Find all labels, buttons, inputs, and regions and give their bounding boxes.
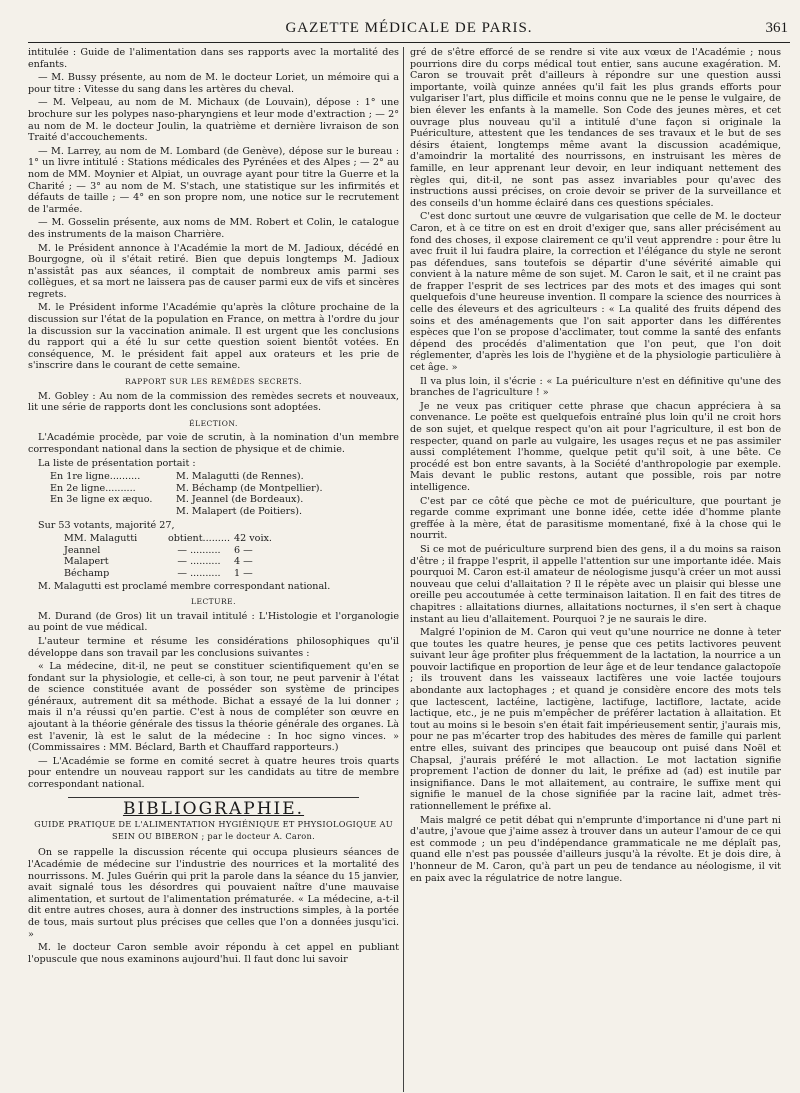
right-column	[403, 47, 781, 1092]
journal-title: GAZETTE MÉDICALE DE PARIS.	[285, 20, 533, 36]
paragraph: M. Malagutti est proclamé membre correspondant national.	[38, 580, 331, 592]
vote-count: 6 —	[234, 544, 253, 556]
list-item	[50, 506, 399, 518]
paragraph: M. le docteur Caron semble avoir répondu à cet appel en publiant l'opuscule que nous examinons aujourd'hui. Il faut donc lui savoir	[28, 942, 399, 965]
vote-name: Malapert	[64, 556, 109, 568]
vote-name: Béchamp	[64, 567, 110, 579]
paragraph: C'est par ce côté que pèche ce mot de puériculture, que pourtant je regarde comme exprimant une bonne idée, cette idée d'homme plante greffée à la mère, état de parasitisme momentané, fixé à la chose qui le nourrit.	[410, 495, 781, 542]
paragraph: M. le Président annonce à l'Académie la mort de M. Jadioux, décédé en Bourgogne, où il s'était retiré. Bien que depuis longtemps M. Jadioux n'assistât pas aux séances, il comptait de nombreux amis parmi ses collègues, et sa mort ne laissera pas de causer parmi eux de vifs et sincères regrets.	[28, 242, 399, 300]
paragraph: Sur 53 votants, majorité 27,	[38, 519, 175, 531]
list-item	[50, 471, 399, 483]
vote-row	[64, 568, 399, 580]
list-candidate: M. Jeannel (de Bordeaux).	[176, 494, 304, 506]
vote-name: Jeannel	[64, 544, 101, 556]
vote-name: MM. Malagutti	[64, 533, 138, 545]
list-candidate: M. Malagutti (de Rennes).	[176, 471, 304, 483]
paragraph: M. Durand (de Gros) lit un travail intitulé : L'Histologie et l'organologie au point de vue médical.	[28, 610, 399, 634]
section-heading: RAPPORT SUR LES REMÈDES SECRETS.	[125, 377, 302, 387]
paragraph: L'Académie procède, par voie de scrutin, à la nomination d'un membre correspondant national dans la section de physique et de chimie.	[28, 432, 399, 455]
vote-row	[64, 556, 399, 568]
paragraph: gré de s'être efforcé de se rendre si vite aux vœux de l'Académie ; nous pourrions dire du corps médical tout entier, sans aucune exagération. M. Caron se trouvait prêt d'ailleurs à répondre sur une question aussi importante, voilà quinze années qu'il fait les plus grands efforts pour vulgariser l'art, plus difficile et moins connu que ne le pense le vulgaire, de bien élever les enfants à la mamelle. Son Code des jeunes mères, et cet ouvrage plus nouveau qu'il a intitulé d'une façon si originale la Puériculture, attestent que les tendances de ses travaux et le but de ses désirs étaient, longtemps même avant la discussion académique, d'amoindrir la mortalité des nourrissons, en instruisant les mères de famille, en leur apprenant leur devoir, en leur indiquant nettement des règles qui, dit-il, ne sont pas assez invariables pour qu'avec des instructions aussi précises, on croie devoir se priver de la surveillance et des conseils d'un homme éclairé dans ces questions spéciales.	[410, 47, 781, 209]
paragraph: L'auteur termine et résume les considérations philosophiques qu'il développe dans son travail par les conclusions suivantes :	[28, 635, 399, 659]
list-rank: En 3e ligne ex æquo.	[50, 494, 153, 506]
page-header	[28, 14, 790, 43]
bibliography-heading: BIBLIOGRAPHIE.	[122, 798, 305, 819]
vote-dots: — ..........	[177, 544, 221, 556]
bibliography-subtitle: GUIDE PRATIQUE DE L'ALIMENTATION HYGIÉNIQUE ET PHYSIOLOGIQUE AU SEIN OU BIBERON ; par le docteur A. Caron.	[34, 819, 393, 841]
section-heading: ÉLECTION.	[189, 418, 238, 428]
list-candidate: M. Béchamp (de Montpellier).	[176, 482, 323, 494]
paragraph: — L'Académie se forme en comité secret à quatre heures trois quarts pour entendre un nouveau rapport sur les candidats au titre de membre correspondant national.	[28, 755, 399, 791]
list-item	[50, 483, 399, 495]
paragraph: On se rappelle la discussion récente qui occupa plusieurs séances de l'Académie de médecine sur l'industrie des nourrices et la mortalité des nourrissons. M. Jules Guérin qui prit la parole dans la séance du 15 janvier, avait signalé tous les désordres qui pouvaient naître d'une mauvaise alimentation, et surtout de l'alimentation prématurée. « La médecine, a-t-il dit entre autres choses, aura à donner des instructions simples, à la portée de tous, mais surtout plus précises que celles que l'on a données jusqu'ici. »	[28, 847, 399, 940]
vote-count: 1 —	[234, 567, 253, 579]
vote-dots: — ..........	[177, 556, 221, 568]
section-divider	[68, 797, 359, 798]
paragraph: C'est donc surtout une œuvre de vulgarisation que celle de M. le docteur Caron, et à ce titre on est en droit d'exiger que, sans aller précisément au fond des choses, il expose clairement ce qu'il veut apprendre : pour être lu avec fruit il lui faudra plaire, la correction et l'élégance du style ne seront pas défendues, sans toutefois se départir d'une sévérité aimable qui convient à la nature même de son sujet. M. Caron le sait, et il ne craint pas de frapper l'esprit de ses lectrices par des mots et des images qui sont quelquefois d'une heureuse invention. Il compare la science des nourrices à celle des éleveurs et des agriculteurs : « La qualité des fruits dépend des soins et des aménagements que l'on sait apporter dans les différentes espèces que l'on se propose d'acclimater, tout comme la santé des enfants dépend des procédés d'alimentation que l'on peut, que l'on doit réglementer, d'après les lois de l'hygiène et de la physiologie particulière à cet âge. »	[410, 211, 781, 374]
paragraph: La liste de présentation portait :	[38, 457, 196, 469]
paragraph: intitulée : Guide de l'alimentation dans ses rapports avec la mortalité des enfants.	[28, 47, 399, 70]
columns	[28, 47, 790, 1092]
list-candidate: M. Malapert (de Poitiers).	[176, 505, 302, 517]
paragraph: M. le Président informe l'Académie qu'après la clôture prochaine de la discussion sur l'état de la population en France, on mettra à l'ordre du jour la discussion sur la vaccination animale. Il est urgent que les conclusions du rapport qui a été lu sur cette question soient bientôt votées. En conséquence, M. le président fait appel aux orateurs et les prie de s'inscrire dans le courant de cette semaine.	[28, 302, 399, 372]
paragraph: M. Gobley : Au nom de la commission des remèdes secrets et nouveaux, lit une série de rapports dont les conclusions sont adoptées.	[28, 390, 399, 414]
paragraph: Je ne veux pas critiquer cette phrase que chacun appréciera à sa convenance. Le poëte est quelquefois entraîné plus loin qu'il ne croit hors de son sujet, et quelque respect qu'on ait pour l'agriculture, il est bon de respecter, quand on parle au vulgaire, les usages reçus et ne pas assimiler aussi complétement l'homme, quelque petit qu'il soit, à une bête. Ce procédé est bon entre savants, à la Société d'anthropologie par exemple. Mais devant le public restons, autant que possible, rois par notre intelligence.	[410, 400, 781, 493]
paragraph: Si ce mot de puériculture surprend bien des gens, il a du moins sa raison d'être ; il frappe l'esprit, il appelle l'attention sur une importante idée. Mais pourquoi M. Caron est-il amateur de néologisme jusqu'à créer un mot aussi nouveau que celui d'allaitation ? Il le répète avec un plaisir qui blesse une oreille peu accoutumée à cette terminaison laitation. Il en fait des titres de chapitres : allaitations diurnes, allaitations nocturnes, il s'en sert à chaque instant au lieu d'allaitement. Pourquoi ? je ne saurais le dire.	[410, 543, 781, 625]
paragraph: Malgré l'opinion de M. Caron qui veut qu'une nourrice ne donne à teter que toutes les quatre heures, je pense que ces petits lactivores peuvent suivant leur âge profiter plus fréquemment de la lactation, la nourrice a un pouvoir lactifique en proportion de leur âge et de leur tendance galactopoïe ; ils trouvent dans les vaisseaux lactifères une voie lactée toujours abondante aux lactophages ; et quand je considère encore des mots tels que lactescent, lactéine, lactigène, lactifuge, lactiflore, lactate, acide lactique, etc., je ne puis m'empêcher de préférer lactation à allaitation. Et tout au moins si le besoin s'en était fait impérieusement sentir, j'aurais mis, pour ne pas m'écarter trop des habitudes des mères de famille qui parlent entre elles, suivant des principes que beaucoup ont puisé dans Noël et Chapsal, j'aurais préféré le mot allaction. Le mot lactation signifie proprement l'action de donner du lait, le préfixe ad (ad) est inutile par insignifiance. Dans le mot allaitement, au contraire, le suffixe ment qui signifie le manuel de la chose signifiée par la racine lait, admet très-rationnellement le préfixe al.	[410, 627, 781, 812]
vote-dots: — ..........	[177, 567, 221, 579]
section-heading: LECTURE.	[190, 597, 237, 607]
list-rank: En 1re ligne..........	[50, 471, 141, 483]
paragraph: — M. Velpeau, au nom de M. Michaux (de Louvain), dépose : 1° une brochure sur les polypes naso-pharyngiens et leur mode d'extraction ; — 2° au nom de M. le docteur Joulin, la quatrième et dernière livraison de son Traité d'accouchements.	[28, 97, 399, 144]
paragraph: — M. Bussy présente, au nom de M. le docteur Loriet, un mémoire qui a pour titre : Vitesse du sang dans les artères du cheval.	[28, 72, 399, 95]
vote-count: 4 —	[234, 556, 253, 568]
paragraph: « La médecine, dit-il, ne peut se constituer scientifiquement qu'en se fondant sur la physiologie, et celle-ci, à son tour, ne peut parvenir à l'état de science constituée avant de posséder son système de principes généraux, autrement dit sa méthode. Bichat a essayé de la lui donner ; mais il n'a réussi qu'en partie. C'est à nous de compléter son œuvre en ajoutant à la théorie générale des tissus la théorie générale des organes. Là est l'avenir, là est le salut de la médecine : In hoc signo vinces. » (Commissaires : MM. Béclard, Barth et Chauffard rapporteurs.)	[28, 661, 399, 754]
vote-count: 42 voix.	[234, 533, 272, 545]
list-rank: En 2e ligne..........	[50, 482, 136, 494]
list-item	[50, 494, 399, 506]
vote-table	[64, 533, 399, 579]
page-number: 361	[765, 20, 788, 36]
vote-dots: obtient.........	[168, 533, 230, 545]
paragraph: Il va plus loin, il s'écrie : « La puériculture n'est en définitive qu'une des branches de l'agriculture ! »	[410, 375, 781, 399]
candidate-list	[50, 471, 399, 517]
paragraph: Mais malgré ce petit débat qui n'emprunte d'importance ni d'une part ni d'autre, j'avoue que j'aime assez à trouver dans un auteur l'amour de ce qui est commode ; un peu d'indépendance grammaticale ne me déplaît pas, quand elle n'est pas poussée d'ailleurs jusqu'à la révolte. Et je dois dire, à l'honneur de M. Caron, qu'à part un peu de tendance au néologisme, il vit en paix avec la régulatrice de notre langue.	[410, 814, 781, 884]
left-column	[28, 47, 403, 1092]
list-rank	[50, 506, 170, 518]
vote-row	[64, 533, 399, 545]
paragraph: — M. Larrey, au nom de M. Lombard (de Genève), dépose sur le bureau : 1° un livre intitulé : Stations médicales des Pyrénées et des Alpes ; — 2° au nom de MM. Moynier et Alpiat, un ouvrage ayant pour titre la Guerre et la Charité ; — 3° au nom de M. S'stach, une statistique sur les infirmités et défauts de taille ; — 4° en son propre nom, une notice sur le recrutement de l'armée.	[28, 145, 399, 215]
vote-row	[64, 545, 399, 557]
paragraph: — M. Gosselin présente, aux noms de MM. Robert et Colin, le catalogue des instruments de la maison Charrière.	[28, 217, 399, 240]
